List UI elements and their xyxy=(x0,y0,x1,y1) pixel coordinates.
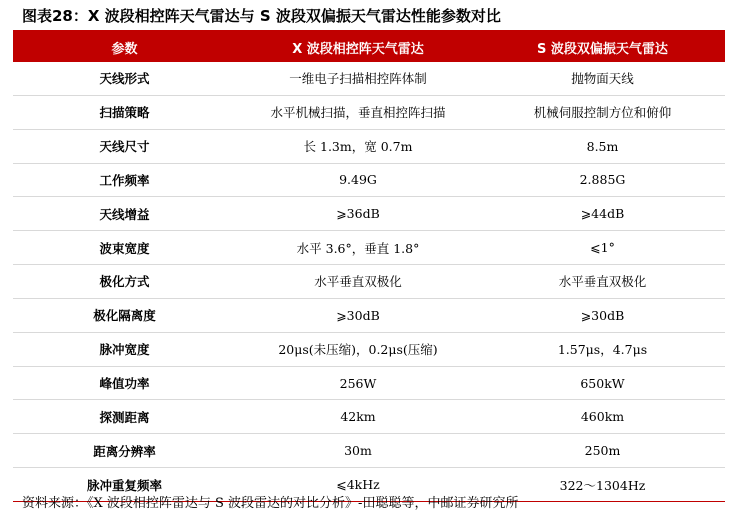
s-band-cell: 机械伺服控制方位和俯仰 xyxy=(480,95,725,129)
table-row xyxy=(13,163,725,197)
x-band-cell: 30m xyxy=(236,434,480,468)
header-x-band: X 波段相控阵天气雷达 xyxy=(236,32,480,62)
param-cell: 极化方式 xyxy=(13,265,236,299)
figure-title: 图表28：X 波段相控阵天气雷达与 S 波段双偏振天气雷达性能参数对比 xyxy=(22,7,501,25)
param-cell: 天线形式 xyxy=(13,62,236,95)
param-cell: 距离分辨率 xyxy=(13,434,236,468)
s-band-cell: 8.5m xyxy=(480,129,725,163)
s-band-cell: ⩾30dB xyxy=(480,298,725,332)
param-cell: 波束宽度 xyxy=(13,231,236,265)
s-band-cell: 2.885G xyxy=(480,163,725,197)
x-band-cell: ⩽4kHz xyxy=(236,468,480,502)
table-row xyxy=(13,62,725,95)
table-row xyxy=(13,400,725,434)
x-band-cell: 水平机械扫描，垂直相控阵扫描 xyxy=(236,95,480,129)
x-band-cell: 9.49G xyxy=(236,163,480,197)
header-s-band: S 波段双偏振天气雷达 xyxy=(480,32,725,62)
comparison-table xyxy=(13,32,725,502)
param-cell: 脉冲宽度 xyxy=(13,332,236,366)
s-band-cell: 抛物面天线 xyxy=(480,62,725,95)
param-cell: 极化隔离度 xyxy=(13,298,236,332)
s-band-cell: 1.57μs，4.7μs xyxy=(480,332,725,366)
x-band-cell: 长 1.3m，宽 0.7m xyxy=(236,129,480,163)
param-cell: 扫描策略 xyxy=(13,95,236,129)
s-band-cell: ⩾44dB xyxy=(480,197,725,231)
s-band-cell: 水平垂直双极化 xyxy=(480,265,725,299)
x-band-cell: 20μs(未压缩)，0.2μs(压缩) xyxy=(236,332,480,366)
table-row xyxy=(13,265,725,299)
param-cell: 工作频率 xyxy=(13,163,236,197)
table-row xyxy=(13,95,725,129)
x-band-cell: 水平 3.6°，垂直 1.8° xyxy=(236,231,480,265)
param-cell: 峰值功率 xyxy=(13,366,236,400)
x-band-cell: 42km xyxy=(236,400,480,434)
s-band-cell: 250m xyxy=(480,434,725,468)
x-band-cell: ⩾36dB xyxy=(236,197,480,231)
s-band-cell: 322～1304Hz xyxy=(480,468,725,502)
x-band-cell: 一维电子扫描相控阵体制 xyxy=(236,62,480,95)
table-row xyxy=(13,197,725,231)
table-row xyxy=(13,298,725,332)
s-band-cell: 650kW xyxy=(480,366,725,400)
table-row xyxy=(13,231,725,265)
x-band-cell: 水平垂直双极化 xyxy=(236,265,480,299)
s-band-cell: 460km xyxy=(480,400,725,434)
table-header-row xyxy=(13,32,725,62)
header-param: 参数 xyxy=(13,32,236,62)
source-note: 资料来源：《X 波段相控阵雷达与 S 波段雷达的对比分析》-田聪聪等，中邮证券研究所 xyxy=(22,496,519,511)
param-cell: 脉冲重复频率 xyxy=(13,468,236,502)
x-band-cell: ⩾30dB xyxy=(236,298,480,332)
table-row xyxy=(13,434,725,468)
param-cell: 天线增益 xyxy=(13,197,236,231)
param-cell: 探测距离 xyxy=(13,400,236,434)
param-cell: 天线尺寸 xyxy=(13,129,236,163)
x-band-cell: 256W xyxy=(236,366,480,400)
s-band-cell: ⩽1° xyxy=(480,231,725,265)
table-row xyxy=(13,366,725,400)
table-row xyxy=(13,332,725,366)
table-row xyxy=(13,129,725,163)
